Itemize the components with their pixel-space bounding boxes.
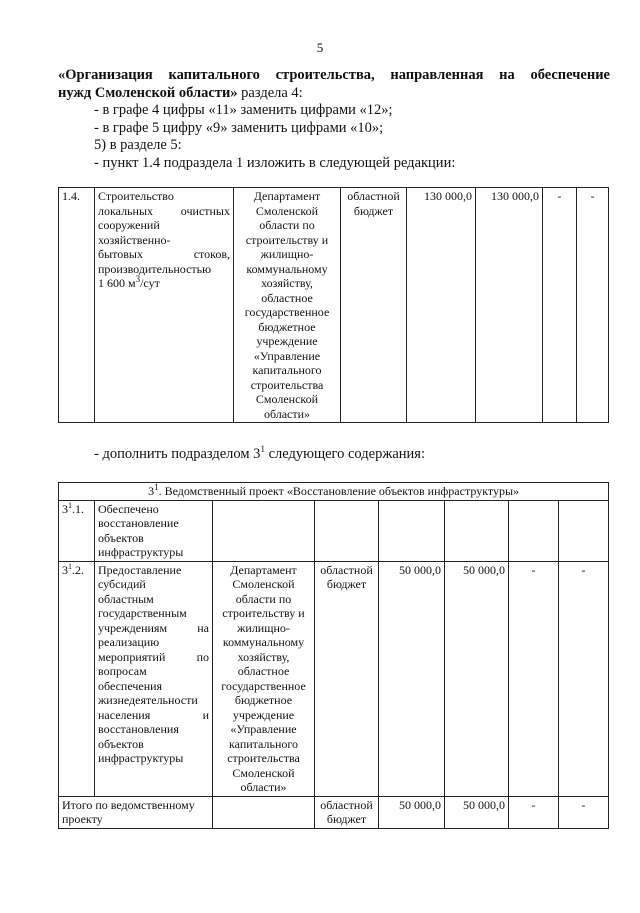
row-year1: 130 000,0 <box>476 188 543 423</box>
intro-line: - пункт 1.4 подраздела 1 изложить в следующей редакции: <box>94 154 456 171</box>
row-year2: - <box>543 188 577 423</box>
row-total: 50 000,0 <box>379 561 445 796</box>
empty-cell <box>559 500 609 561</box>
intro-line: - в графе 5 цифру «9» заменить цифрами «10»; <box>94 119 384 136</box>
table-project-3-1 <box>58 482 609 829</box>
row-year2: - <box>509 561 559 796</box>
total-sum: 50 000,0 <box>379 796 445 828</box>
row-name: Строительство локальных очистных сооружений хозяйственно- бытовых стоков, производительностью 1 600 $м^3$/сут <box>95 188 234 423</box>
total-source: областной бюджет <box>315 796 379 828</box>
row-source: областной бюджет <box>315 561 379 796</box>
table-row <box>59 500 609 561</box>
total-year2: - <box>509 796 559 828</box>
empty-cell <box>379 500 445 561</box>
row-year3: - <box>559 561 609 796</box>
table-item-1-4 <box>58 187 609 423</box>
row-year1: 50 000,0 <box>445 561 509 796</box>
page-number: 5 <box>316 40 324 55</box>
intro-line: 5) в разделе 5: <box>94 137 182 153</box>
row-name: Предоставление субсидий областным государственным учреждениям на реализацию мероприятий по вопросам обеспечения жизнедеятельности населения и восстановления объектов инфраструктуры <box>95 561 213 796</box>
row-responsible: Департамент Смоленской области по строительству и жилищно-коммунальному хозяйству, областное государственное бюджетное учреждение «Управление капитального строительства Смоленской области» <box>213 561 315 796</box>
intro-line: - в графе 4 цифры «11» заменить цифрами «12»; <box>94 102 393 118</box>
total-year3: - <box>559 796 609 828</box>
empty-cell <box>509 500 559 561</box>
empty-cell <box>445 500 509 561</box>
row-total: 130 000,0 <box>407 188 476 423</box>
row-responsible: Департамент Смоленской области по строительству и жилищно-коммунальному хозяйству, областное государственное бюджетное учреждение «Управление капитального строительства Смоленской области» <box>234 188 341 423</box>
empty-cell <box>213 796 315 828</box>
intro-block <box>58 67 610 172</box>
table-row <box>59 561 609 796</box>
row-name: Обеспечено восстановление объектов инфраструктуры <box>95 500 213 561</box>
intro-heading-cont: нужд Смоленской области» раздела 4: <box>58 84 303 101</box>
row-number: 1.4. <box>59 188 95 423</box>
table-header-row <box>59 483 609 501</box>
empty-cell <box>315 500 379 561</box>
total-label: Итого по ведомственному проекту <box>59 796 213 828</box>
row-source: областной бюджет <box>341 188 407 423</box>
section-addition-text: - дополнить подразделом $3^1$ следующего содержания: <box>94 444 426 462</box>
row-number: $3^1.1$. <box>59 500 95 561</box>
table-total-row <box>59 796 609 828</box>
row-year3: - <box>577 188 609 423</box>
table-row <box>59 188 609 423</box>
total-year1: 50 000,0 <box>445 796 509 828</box>
project-title: $3^1$. Ведомственный проект «Восстановление объектов инфраструктуры» <box>59 483 609 501</box>
row-number: $3^1.2$. <box>59 561 95 796</box>
empty-cell <box>213 500 315 561</box>
intro-heading: «Организация капитального строительства, направленная на обеспечение <box>58 67 610 83</box>
